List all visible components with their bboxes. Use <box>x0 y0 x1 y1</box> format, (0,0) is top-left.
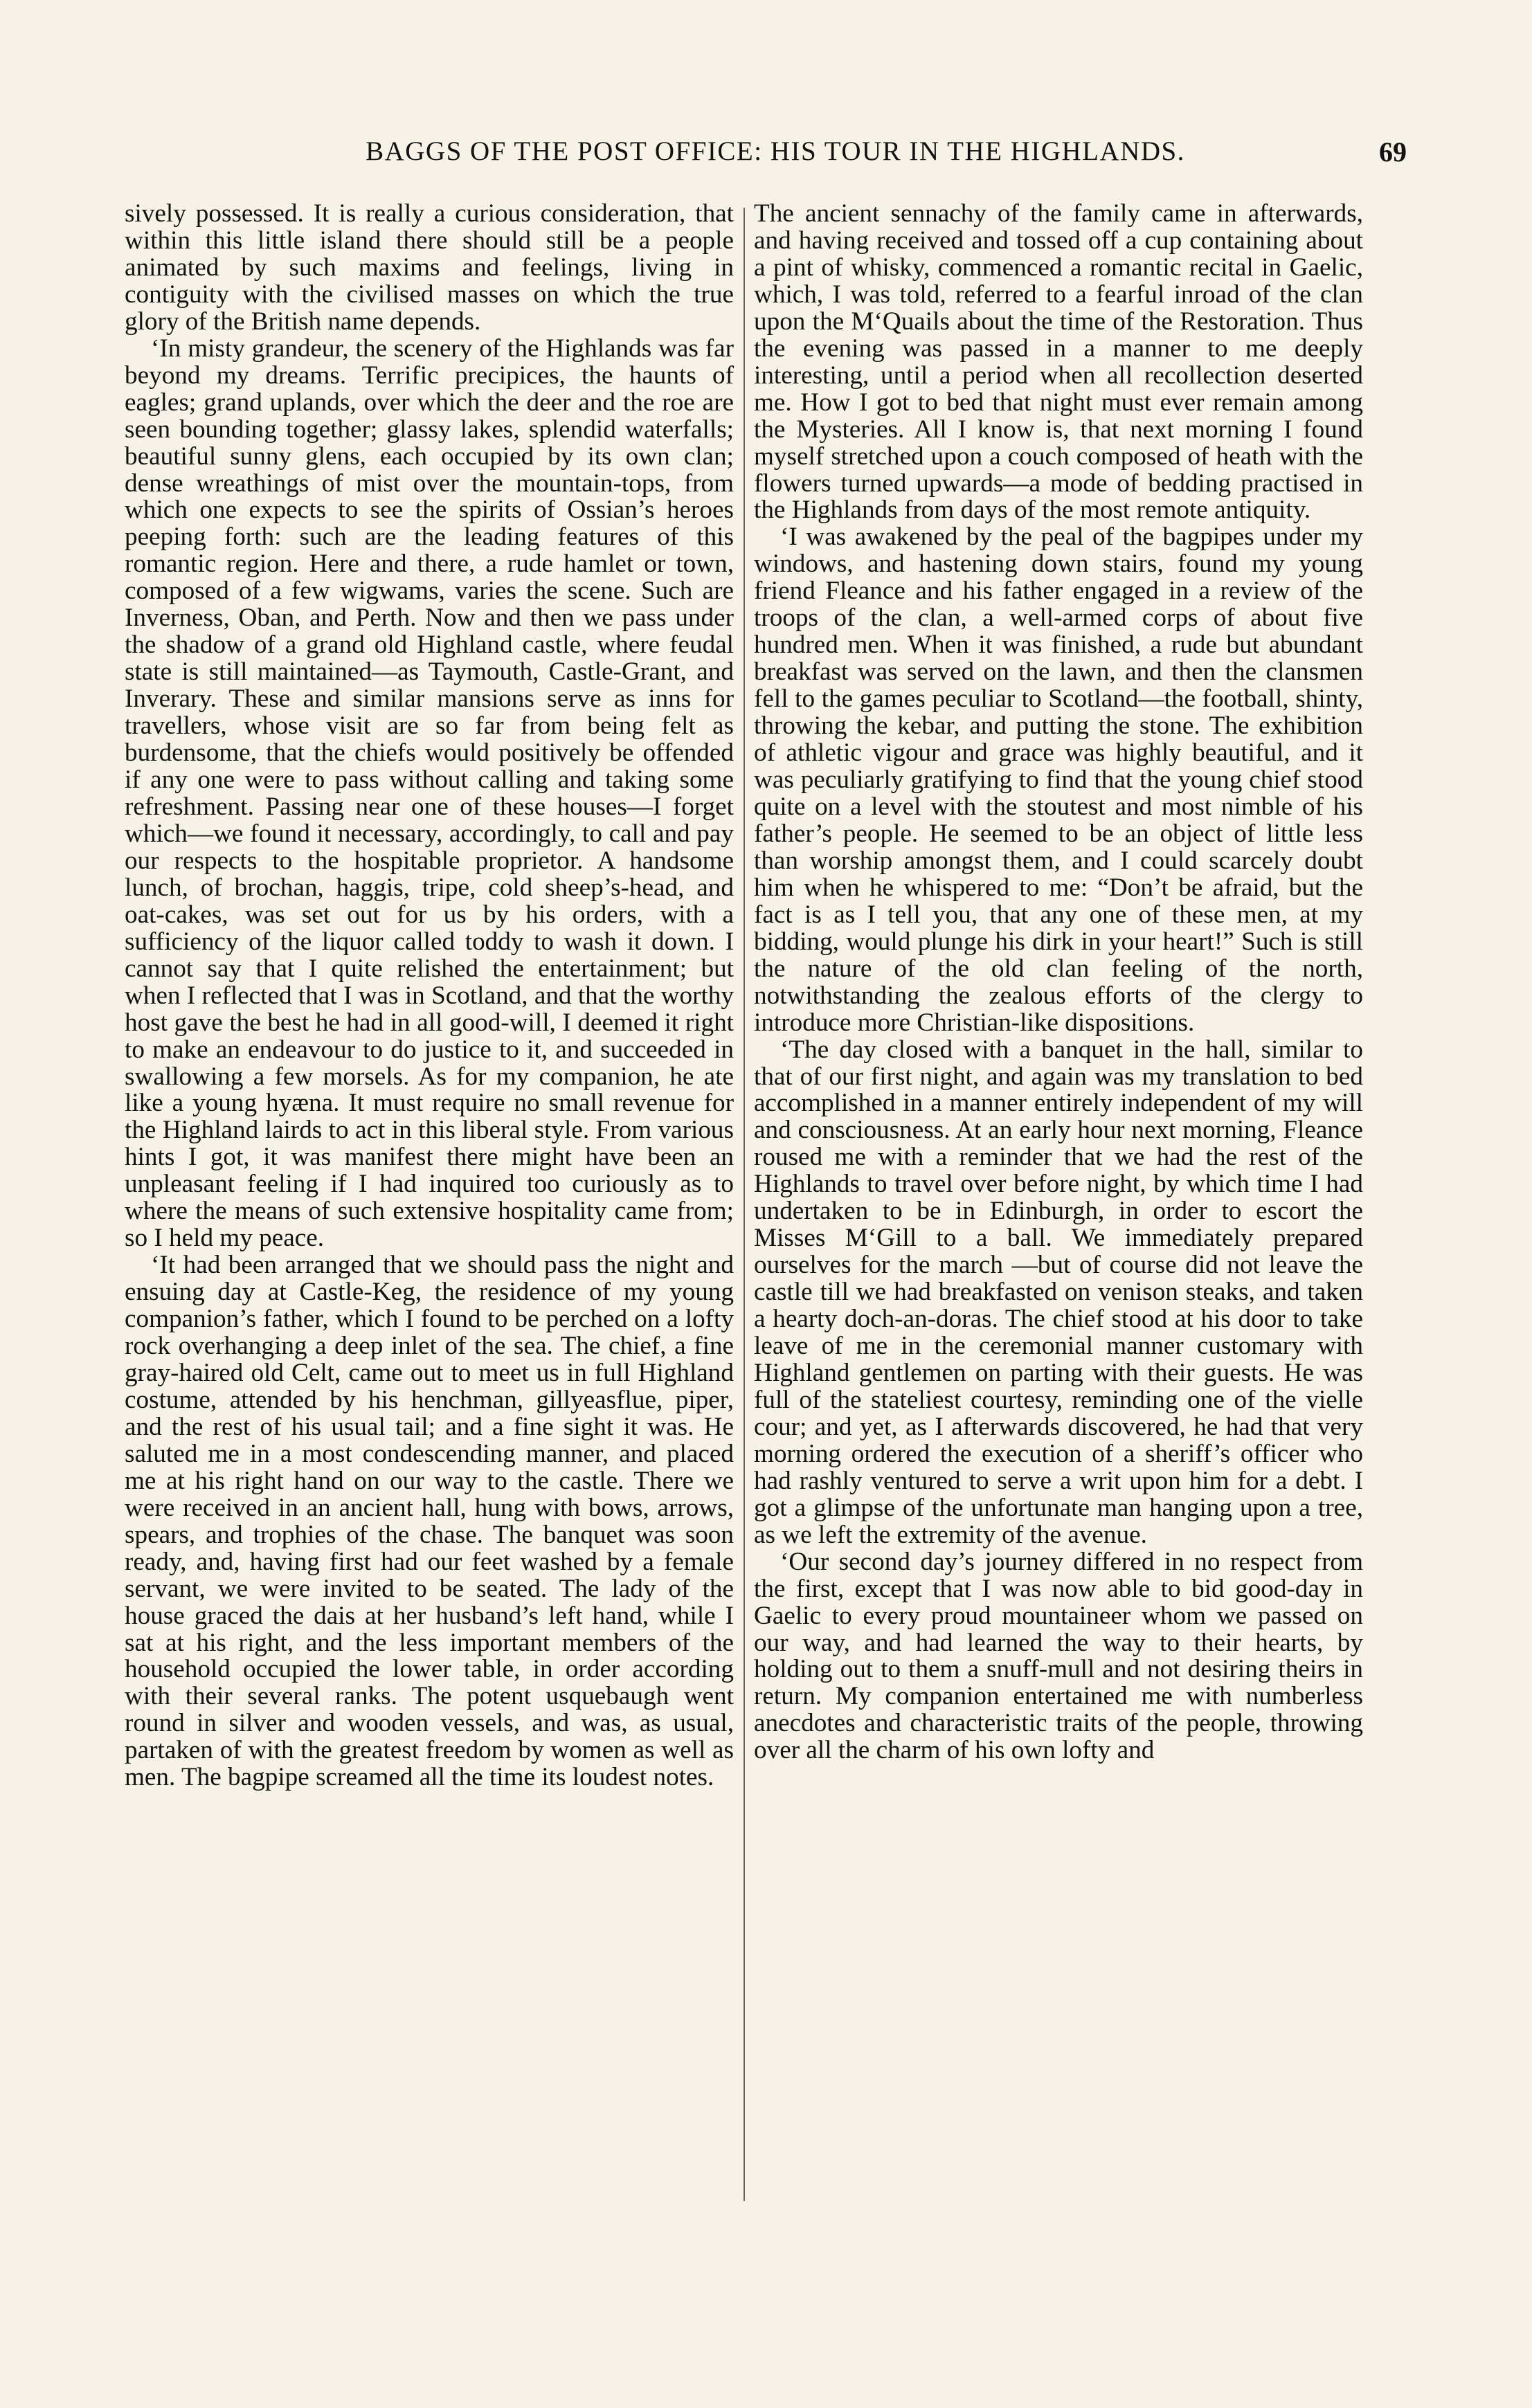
running-title: BAGGS OF THE POST OFFICE: HIS TOUR IN THE HIGHLANDS. <box>366 136 1185 166</box>
paragraph: ‘I was awakened by the peal of the bagpipes under my windows, and hastening down stairs, found my young friend Fleance and his father engaged in a review of the troops of the clan, a well-armed corps of about five hundred men. When it was finished, a rude but abundant breakfast was served on the lawn, and then the clansmen fell to the games peculiar to Scotland—the football, shinty, throwing the kebar, and putting the stone. The exhibition of athletic vigour and grace was highly beautiful, and it was peculiarly gratifying to find that the young chief stood quite on a level with the stoutest and most nimble of his father’s people. He seemed to be an object of little less than worship amongst them, and I could scarcely doubt him when he whispered to me: “Don’t be afraid, but the fact is as I tell you, that any one of these men, at my bidding, would plunge his dirk in your heart!” Such is still the nature of the old clan feeling of the north, notwithstanding the zealous efforts of the clergy to introduce more Christian-like dispositions. <box>754 523 1363 1037</box>
right-column <box>754 201 1363 1764</box>
page-number: 69 <box>1379 136 1407 168</box>
paragraph: The ancient sennachy of the family came in afterwards, and having received and tossed off a cup containing about a pint of whisky, commenced a romantic recital in Gaelic, which, I was told, referred to a fearful inroad of the clan upon the M‘Quails about the time of the Restoration. Thus the evening was passed in a manner to me deeply interesting, until a period when all recollection deserted me. How I got to bed that night must ever remain among the Mysteries. All I know is, that next morning I found myself stretched upon a couch composed of heath with the flowers turned upwards—a mode of bedding practised in the Highlands from days of the most remote antiquity. <box>754 199 1363 525</box>
paragraph: ‘Our second day’s journey differed in no respect from the first, except that I was now able to bid good-day in Gaelic to every proud mountaineer whom we passed on our way, and had learned the way to their hearts, by holding out to them a snuff-mull and not desiring theirs in return. My companion entertained me with numberless anecdotes and characteristic traits of the people, throwing over all the charm of his own lofty and <box>754 1547 1363 1765</box>
paragraph: ‘It had been arranged that we should pass the night and ensuing day at Castle-Keg, the residence of my young companion’s father, which I found to be perched on a lofty rock overhanging a deep inlet of the sea. The chief, a fine gray-haired old Celt, came out to meet us in full Highland costume, attended by his henchman, gillyeasflue, piper, and the rest of his usual tail; and a fine sight it was. He saluted me in a most condescending manner, and placed me at his right hand on our way to the castle. There we were received in an ancient hall, hung with bows, arrows, spears, and trophies of the chase. The banquet was soon ready, and, having first had our feet washed by a female servant, we were invited to be seated. The lady of the house graced the dais at her husband’s left hand, while I sat at his right, and the less important members of the household occupied the lower table, in order according with their several ranks. The potent usquebaugh went round in silver and wooden vessels, and was, as usual, partaken of with the greatest freedom by women as well as men. The bagpipe screamed all the time its loudest notes. <box>125 1251 734 1792</box>
left-column <box>125 201 734 1791</box>
paragraph: ‘The day closed with a banquet in the hall, similar to that of our first night, and again was my translation to bed accomplished in a manner entirely independent of my will and consciousness. At an early hour next morning, Fleance roused me with a reminder that we had the rest of the Highlands to travel over before night, by which time I had undertaken to be in Edinburgh, in order to escort the Misses M‘Gill to a ball. We immediately prepared ourselves for the march —but of course did not leave the castle till we had breakfasted on venison steaks, and taken a hearty doch-an-doras. The chief stood at his door to take leave of me in the ceremonial manner customary with Highland gentlemen on parting with their guests. He was full of the stateliest courtesy, reminding one of the vielle cour; and yet, as I afterwards discovered, he had that very morning ordered the execution of a sheriff’s officer who had rashly ventured to serve a writ upon him for a debt. I got a glimpse of the unfortunate man hanging upon a tree, as we left the extremity of the avenue. <box>754 1035 1363 1549</box>
paragraph: ‘In misty grandeur, the scenery of the Highlands was far beyond my dreams. Terrific precipices, the haunts of eagles; grand uplands, over which the deer and the roe are seen bounding together; glassy lakes, splendid waterfalls; beautiful sunny glens, each occupied by its own clan; dense wreathings of mist over the mountain-tops, from which one expects to see the spirits of Ossian’s heroes peeping forth: such are the leading features of this romantic region. Here and there, a rude hamlet or town, composed of a few wigwams, varies the scene. Such are Inverness, Oban, and Perth. Now and then we pass under the shadow of a grand old Highland castle, where feudal state is still maintained—as Taymouth, Castle-Grant, and Inverary. These and similar mansions serve as inns for travellers, whose visit are so far from being felt as burdensome, that the chiefs would positively be offended if any one were to pass without calling and taking some refreshment. Passing near one of these houses—I forget which—we found it necessary, accordingly, to call and pay our respects to the hospitable proprietor. A handsome lunch, of brochan, haggis, tripe, cold sheep’s-head, and oat-cakes, was set out for us by his orders, with a sufficiency of the liquor called toddy to wash it down. I cannot say that I quite relished the entertainment; but when I reflected that I was in Scotland, and that the worthy host gave the best he had in all good-will, I deemed it right to make an endeavour to do justice to it, and succeeded in swallowing a few morsels. As for my companion, he ate like a young hyæna. It must require no small revenue for the Highland lairds to act in this liberal style. From various hints I got, it was manifest there might have been an unpleasant feeling if I had inquired too curiously as to where the means of such extensive hospitality came from; so I held my peace. <box>125 334 734 1253</box>
column-divider <box>744 208 745 2201</box>
page-header <box>118 136 1421 184</box>
paragraph: sively possessed. It is really a curious consideration, that within this little island there should still be a people animated by such maxims and feelings, living in contiguity with the civilised masses on which the true glory of the British name depends. <box>125 199 734 336</box>
